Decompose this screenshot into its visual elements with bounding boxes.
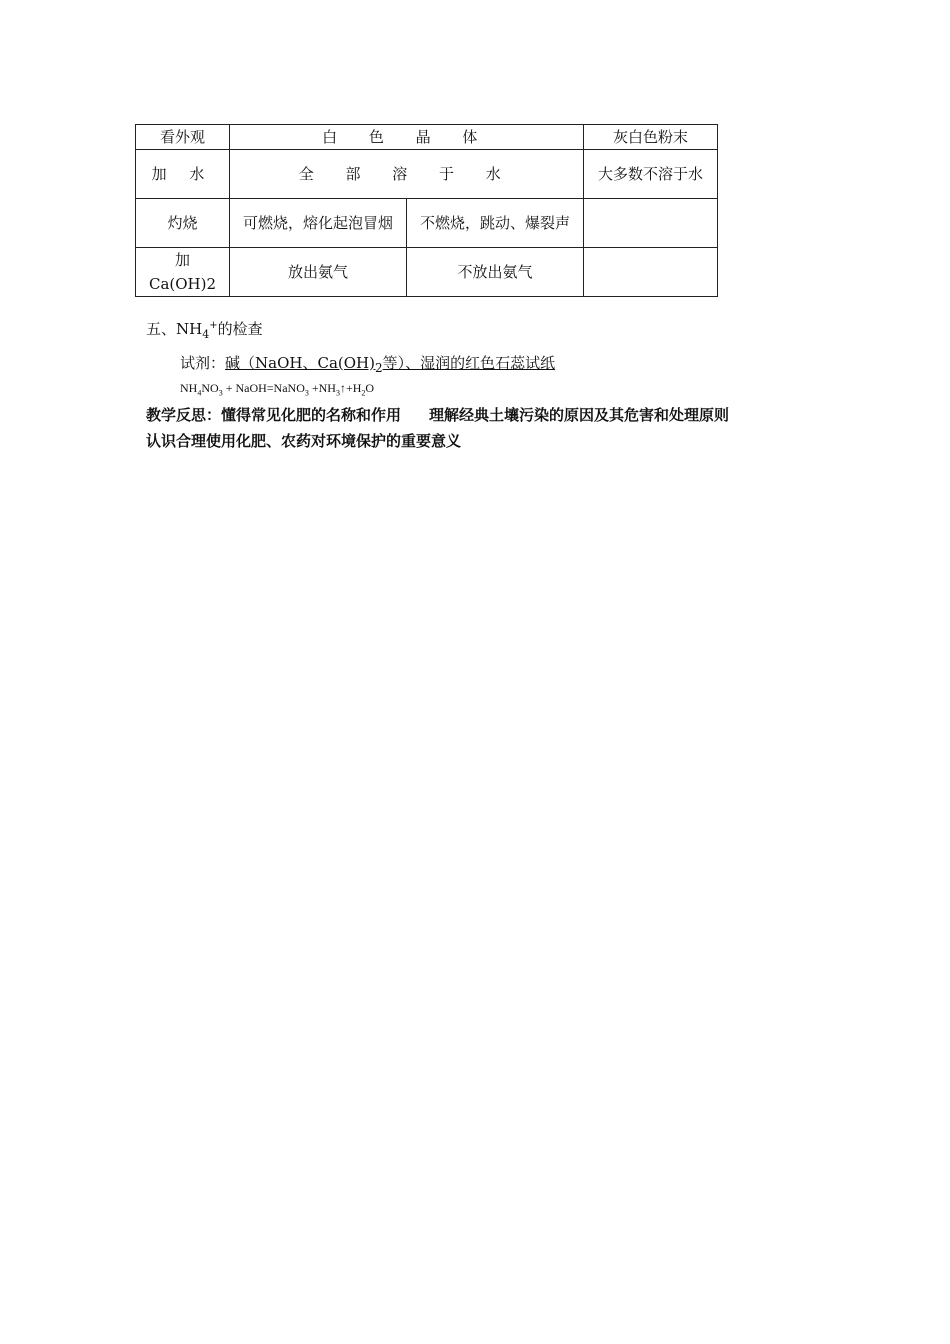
table-cell: 放出氨气	[230, 248, 407, 297]
table-cell	[584, 248, 718, 297]
row-label: 加Ca(OH)2	[136, 248, 230, 297]
teaching-reflection-line1: 教学反思：懂得常见化肥的名称和作用 理解经典土壤污染的原因及其危害和处理原则	[146, 406, 730, 424]
table-cell: 不燃烧，跳动、爆裂声	[407, 199, 584, 248]
reagent-line: 试剂：碱（NaOH、$Ca(OH)_2$等）、湿润的红色石蕊试纸	[180, 354, 556, 375]
row-label: 看外观	[136, 125, 230, 150]
table-cell: 不放出氨气	[407, 248, 584, 297]
row-label: 加 水	[136, 150, 230, 199]
row-label: 灼烧	[136, 199, 230, 248]
table-cell: 大多数不溶于水	[584, 150, 718, 199]
merged-cell: 白 色 晶 体	[230, 125, 584, 150]
section-heading: 五、$NH_4^+$的检查	[146, 320, 263, 341]
table-cell: 可燃烧，熔化起泡冒烟	[230, 199, 407, 248]
table-cell	[584, 199, 718, 248]
merged-cell: 全 部 溶 于 水	[230, 150, 584, 199]
reagent-text: 碱（NaOH、$Ca(OH)_2$等）、湿润的红色石蕊试纸	[225, 354, 556, 375]
table-row	[136, 199, 718, 248]
table-cell: 灰白色粉末	[584, 125, 718, 150]
table-row	[136, 150, 718, 199]
table-row	[136, 125, 718, 150]
table-row	[136, 248, 718, 297]
teaching-reflection-line2: 认识合理使用化肥、农药对环境保护的重要意义	[146, 432, 462, 450]
chemical-equation: $NH_4NO_3$ + NaOH=NaNO$_3$ $+NH_3↑+H_2O$	[180, 381, 375, 398]
fertilizer-identification-table	[135, 124, 718, 297]
